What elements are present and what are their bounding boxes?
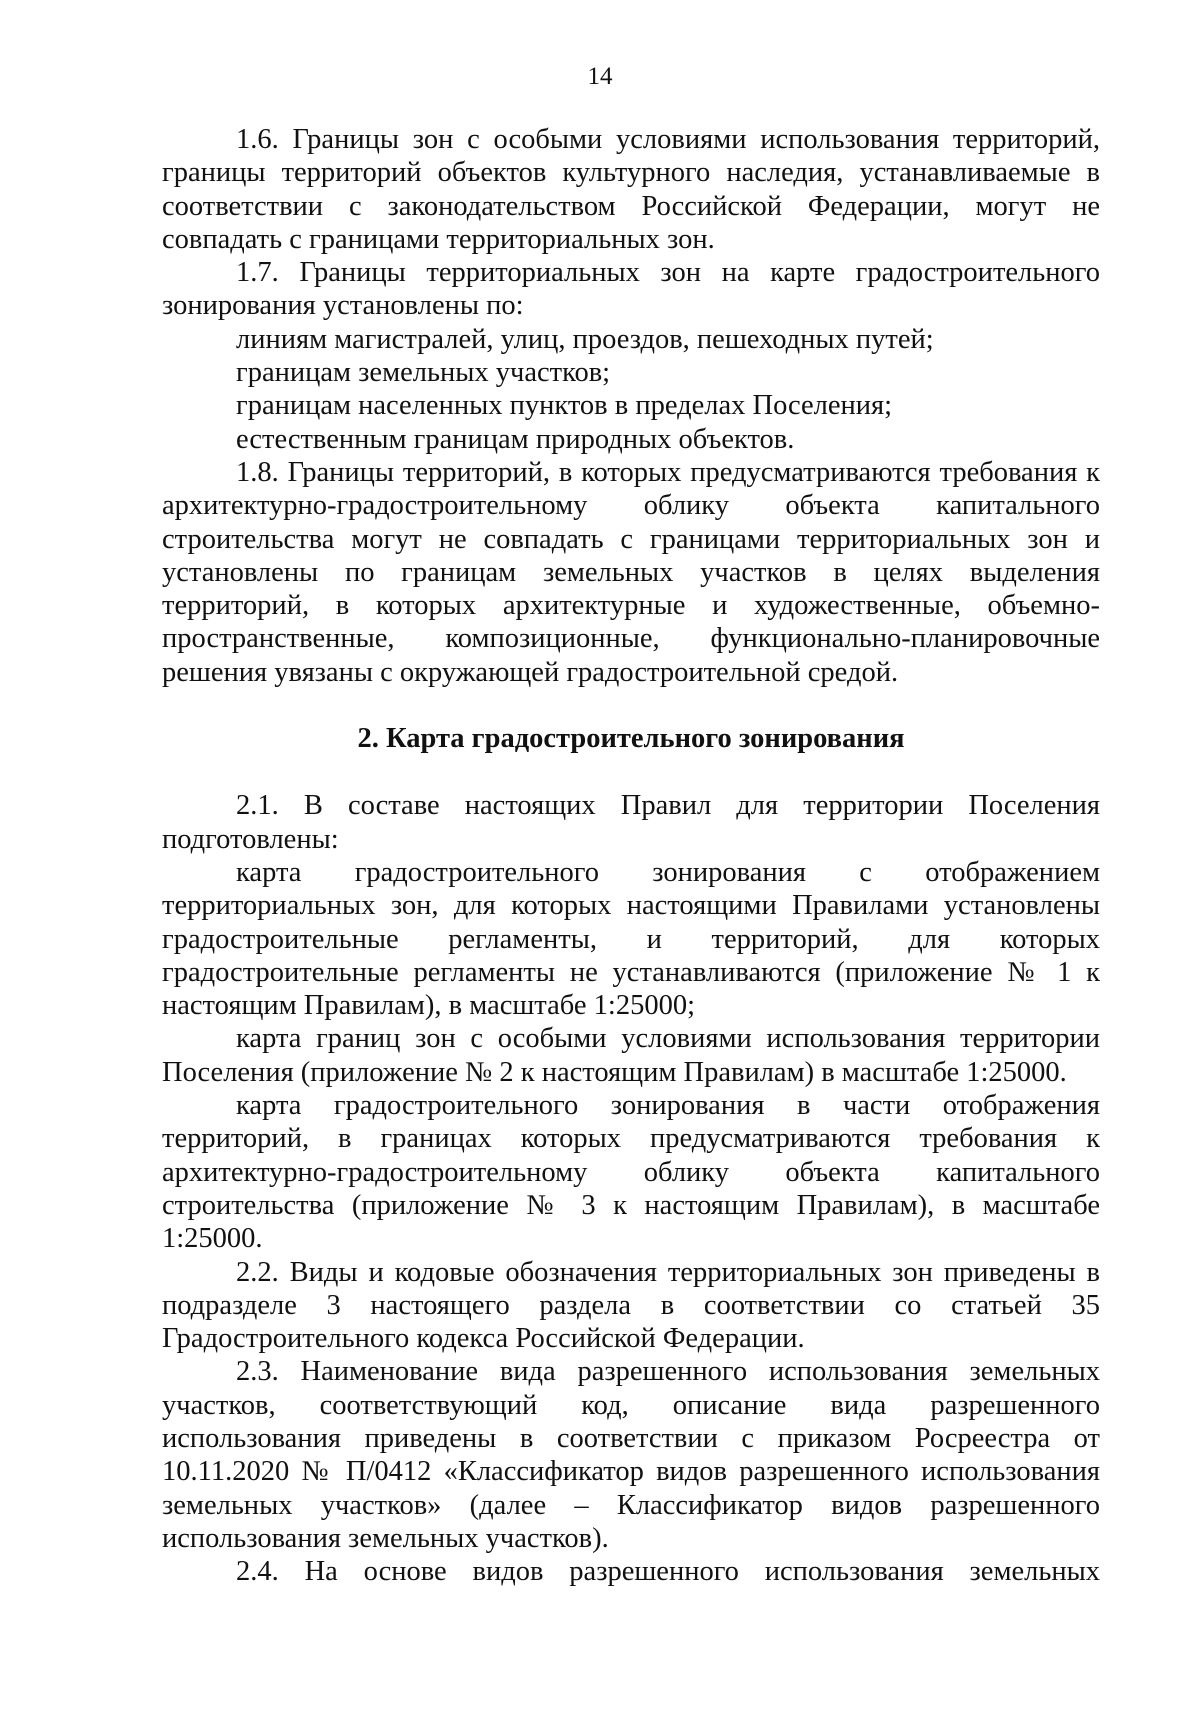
paragraph-2-3: 2.3. Наименование вида разрешенного использования земельных участков, соответствующий код, описание вида разрешенного использования приведены в соответствии с приказом Росреестра от 10.11.2020 № П/0412 «Классификатор видов разрешенного использования земельных участков» (далее – Классификатор видов разрешенного использования земельных участков). bbox=[162, 1356, 1100, 1554]
paragraph-1-8: 1.8. Границы территорий, в которых предусматриваются требования к архитектурно-градостроительному облику объекта капитального строительства могут не совпадать с границами территориальных зон и установлены по границам земельных участков в целях выделения территорий, в которых архитектурные и художественные, объемно-пространственные, композиционные, функционально-планировочные решения увязаны с окружающей градостроительной средой. bbox=[162, 456, 1100, 688]
paragraph-2-4: 2.4. На основе видов разрешенного использования земельных bbox=[236, 1556, 1100, 1588]
list-item-zoning-map: карта градостроительного зонирования с отображением территориальных зон, для которых настоящими Правилами установлены градостроительные регламенты, и территорий, для которых градостроительные регламенты не устанавливаются (приложение № 1 к настоящим Правилам), в масштабе 1:25000; bbox=[162, 856, 1100, 1022]
list-item-highways: линиям магистралей, улиц, проездов, пешеходных путей; bbox=[236, 323, 934, 355]
list-item-special-zones-map: карта границ зон с особыми условиями использования территории Поселения (приложение № 2 к настоящим Правилам) в масштабе 1:25000. bbox=[162, 1023, 1100, 1088]
paragraph-1-7: 1.7. Границы территориальных зон на карте градостроительного зонирования установлены по: bbox=[162, 257, 1100, 322]
list-item-land-plots: границам земельных участков; bbox=[236, 357, 611, 389]
list-item-natural-boundaries: естественным границам природных объектов. bbox=[236, 423, 795, 455]
section-heading: 2. Карта градостроительного зонирования bbox=[357, 723, 905, 755]
list-item-architectural-map: карта градостроительного зонирования в части отображения территорий, в границах которых предусматриваются требования к архитектурно-градостроительному облику объекта капитального строительства (приложение № 3 к настоящим Правилам), в масштабе 1:25000. bbox=[162, 1090, 1100, 1255]
paragraph-2-1: 2.1. В составе настоящих Правил для территории Поселения подготовлены: bbox=[162, 790, 1100, 855]
page-number: 14 bbox=[587, 63, 613, 90]
document-body bbox=[162, 123, 1100, 1588]
paragraph-1-6: 1.6. Границы зон с особыми условиями использования территорий, границы территорий объектов культурного наследия, устанавливаемые в соответствии с законодательством Российской Федерации, могут не совпадать с границами территориальных зон. bbox=[162, 124, 1100, 255]
list-item-settlements: границам населенных пунктов в пределах Поселения; bbox=[236, 390, 893, 422]
paragraph-2-2: 2.2. Виды и кодовые обозначения территориальных зон приведены в подразделе 3 настоящего раздела в соответствии со статьей 35 Градостроительного кодекса Российской Федерации. bbox=[162, 1256, 1100, 1355]
